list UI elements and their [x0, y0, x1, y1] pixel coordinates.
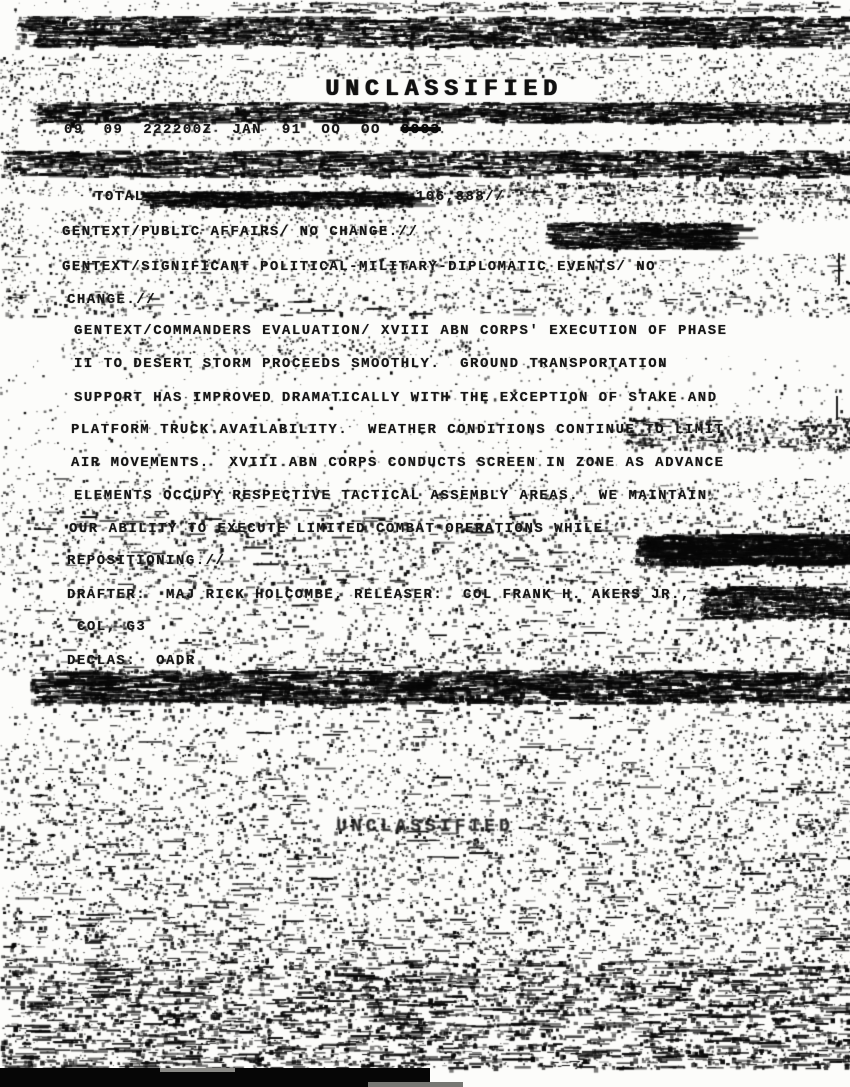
total-value: 106,888//	[416, 189, 506, 205]
document-line: ELEMENTS OCCUPY RESPECTIVE TACTICAL ASSEMBLY AREAS. WE MAINTAIN	[74, 488, 708, 504]
redaction-bar-notch	[160, 1068, 235, 1072]
document-line: II TO DESERT STORM PROCEEDS SMOOTHLY. GROUND TRANSPORTATION	[74, 356, 669, 372]
document-line: OUR ABILITY TO EXECUTE LIMITED COMBAT OPERATIONS WHILE	[69, 521, 604, 537]
date-line-text: 09 09 222200Z JAN 91 OO OO	[64, 122, 401, 138]
document-line: GENTEXT/SIGNIFICANT POLITICAL-MILITARY-DIPLOMATIC EVENTS/ NO	[62, 259, 657, 275]
redaction-bar	[0, 1068, 430, 1087]
classification-footer: UNCLASSIFIED	[336, 817, 514, 837]
document-line: CHANGE.//	[67, 292, 157, 308]
declassification-line: DECLAS: OADR	[67, 653, 196, 669]
document-line: AIR MOVEMENTS. XVIII ABN CORPS CONDUCTS SCREEN IN ZONE AS ADVANCE	[71, 455, 725, 471]
classification-header: UNCLASSIFIED	[325, 76, 563, 102]
document-line: GENTEXT/COMMANDERS EVALUATION/ XVIII ABN CORPS' EXECUTION OF PHASE	[74, 323, 728, 339]
document-line: GENTEXT/PUBLIC AFFAIRS/ NO CHANGE.//	[62, 224, 419, 240]
document-line: REPOSITIONING.//	[67, 553, 226, 569]
document-line: PLATFORM TRUCK AVAILABILITY. WEATHER CONDITIONS CONTINUE TO LIMIT	[71, 422, 725, 438]
document-line: SUPPORT HAS IMPROVED DRAMATICALLY WITH THE EXCEPTION OF STAKE AND	[74, 390, 718, 406]
drafter-releaser-line: DRAFTER: MAJ RICK HOLCOMBE, RELEASER: COL FRANK H. AKERS JR.,	[67, 587, 691, 603]
message-date-line	[64, 122, 440, 138]
struck-serial-number: 0003	[400, 122, 441, 138]
redaction-bar-notch	[368, 1082, 463, 1087]
document-line: COL, G3	[77, 619, 147, 635]
total-label: TOTAL	[95, 189, 145, 205]
